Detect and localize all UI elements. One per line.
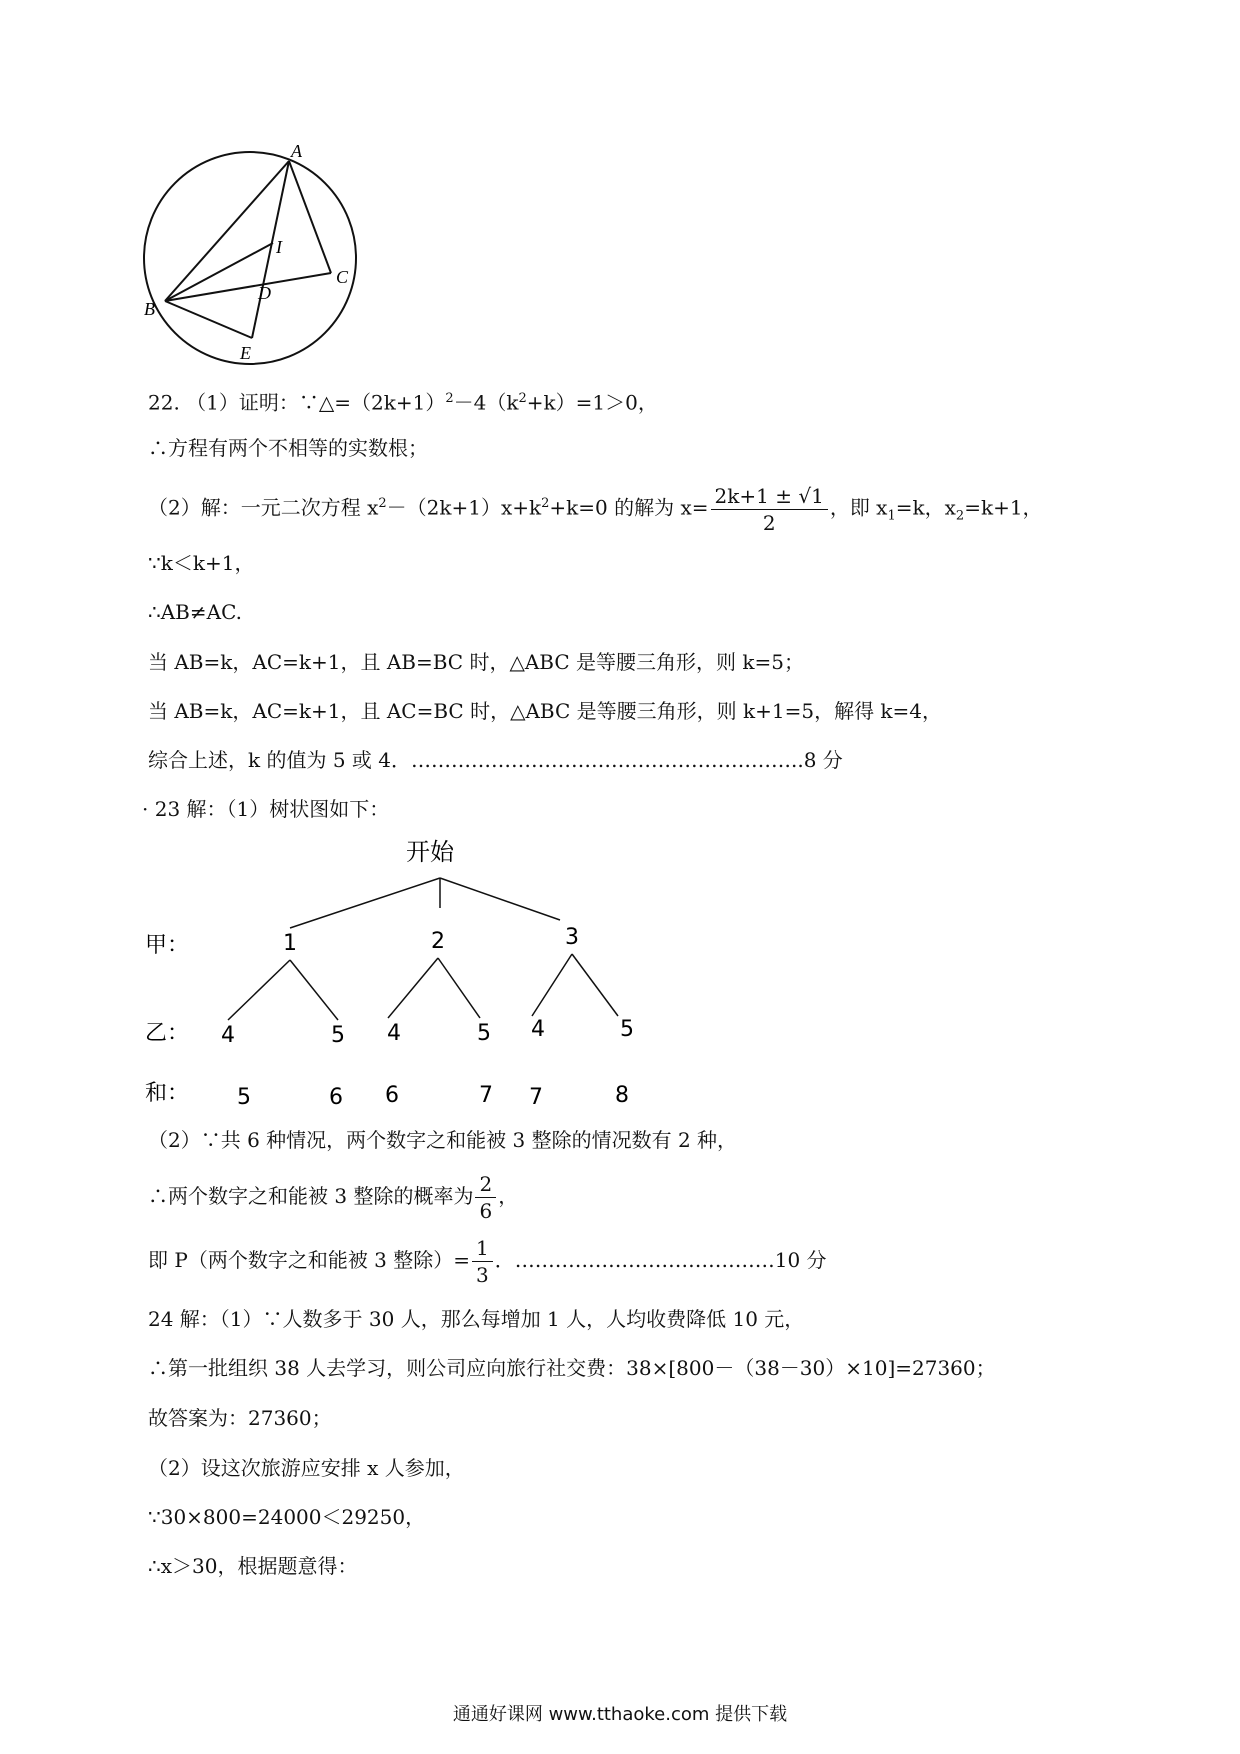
tree-branch xyxy=(440,878,560,920)
circle-figure xyxy=(140,145,380,375)
tree-branch xyxy=(228,960,290,1020)
q22-line-8: 综合上述，k 的值为 5 或 4．…………………………………………………..8 分 xyxy=(148,748,843,772)
tree-branch xyxy=(388,958,438,1018)
q24-line-1: 24 解：（1）∵人数多于 30 人，那么每增加 1 人，人均收费降低 10 元， xyxy=(148,1307,805,1331)
q22-line-6: 当 AB=k，AC=k+1，且 AB=BC 时，△ABC 是等腰三角形，则 k=5； xyxy=(148,650,804,674)
tree-branch xyxy=(438,958,480,1018)
tree-root: 开始 xyxy=(406,838,454,866)
level2-node: 4 xyxy=(221,1023,235,1048)
tree-branch xyxy=(290,960,338,1020)
sum-node: 6 xyxy=(385,1083,399,1108)
level1-node: 3 xyxy=(565,925,579,950)
q22-line-3: （2）解：一元二次方程 $x^2-(2k+1)x+k^2+k=0$ 的解为 x= $\frac{2k+1 \pm √1}{2}$ ，即 $x_1=k$，$x_2=k+1$， xyxy=(148,483,1043,535)
segment-ba xyxy=(165,161,289,301)
q22-line-7: 当 AB=k，AC=k+1，且 AC=BC 时，△ABC 是等腰三角形，则 k+1=5，解得 k=4， xyxy=(148,699,943,723)
tree-branch xyxy=(290,878,440,928)
q22-line-5: ∴AB≠AC. xyxy=(148,600,243,624)
q23-line-2: （2）∵共 6 种情况，两个数字之和能被 3 整除的情况数有 2 种， xyxy=(148,1128,738,1152)
label-b: B xyxy=(144,299,155,319)
circle xyxy=(144,152,356,364)
label-a: A xyxy=(291,145,302,161)
row-label-jia: 甲： xyxy=(145,933,190,958)
label-i: I xyxy=(276,237,282,257)
tree-branch xyxy=(572,954,618,1016)
q24-line-4: （2）设这次旅游应安排 x 人参加， xyxy=(148,1456,465,1480)
sum-node: 6 xyxy=(329,1085,343,1110)
q22-line-4: ∵k＜k+1， xyxy=(148,551,255,575)
label-c: C xyxy=(336,267,349,287)
level2-node: 4 xyxy=(387,1021,401,1046)
q22-line-2: ∴方程有两个不相等的实数根； xyxy=(148,436,428,460)
tree-branch xyxy=(532,954,572,1016)
label-d: D xyxy=(258,283,271,303)
level2-node: 5 xyxy=(620,1017,634,1042)
sum-node: 5 xyxy=(237,1085,251,1110)
level2-node: 5 xyxy=(477,1021,491,1046)
sum-node: 7 xyxy=(479,1083,493,1108)
level1-node: 2 xyxy=(431,929,445,954)
fraction-one-third: $\frac{1}{3}$ xyxy=(472,1238,493,1285)
page-footer: 通通好课网 www.tthaoke.com 提供下载 xyxy=(452,1704,788,1725)
level2-node: 4 xyxy=(531,1017,545,1042)
segment-be xyxy=(165,301,252,338)
sum-node: 7 xyxy=(529,1085,543,1110)
q23-line-3: ∴两个数字之和能被 3 整除的概率为 $\frac{2}{6}$ ， xyxy=(148,1172,519,1223)
label-e: E xyxy=(240,343,251,363)
fraction-two-sixths: $\frac{2}{6}$ xyxy=(475,1174,496,1221)
segment-ac xyxy=(289,161,331,273)
q24-line-6: ∴x＞30，根据题意得： xyxy=(148,1554,358,1578)
tree-diagram xyxy=(140,830,660,1120)
sum-node: 8 xyxy=(615,1083,629,1108)
segment-ae xyxy=(252,161,289,338)
row-label-yi: 乙： xyxy=(145,1021,190,1046)
q24-line-2: ∴第一批组织 38 人去学习，则公司应向旅行社交费：38×[800－（38－30）×10]=27360； xyxy=(148,1356,996,1380)
level2-node: 5 xyxy=(331,1023,345,1048)
q24-line-5: ∵30×800=24000＜29250， xyxy=(148,1505,426,1529)
level1-node: 1 xyxy=(283,931,297,956)
q23-line-4: 即 P（两个数字之和能被 3 整除）= $\frac{1}{3}$ ．…………………………………10 分 xyxy=(148,1236,827,1287)
q24-line-3: 故答案为：27360； xyxy=(148,1406,332,1430)
q22-line-1: 22. （1）证明：$\because\triangle=(2k+1)^2-4(k^2+k)=1>0$， xyxy=(148,390,658,415)
q23-line-1: · 23 解：（1）树状图如下： xyxy=(142,797,390,821)
row-label-he: 和： xyxy=(145,1081,190,1106)
fraction-root: $\frac{2k+1 \pm √1}{2}$ xyxy=(711,486,828,533)
